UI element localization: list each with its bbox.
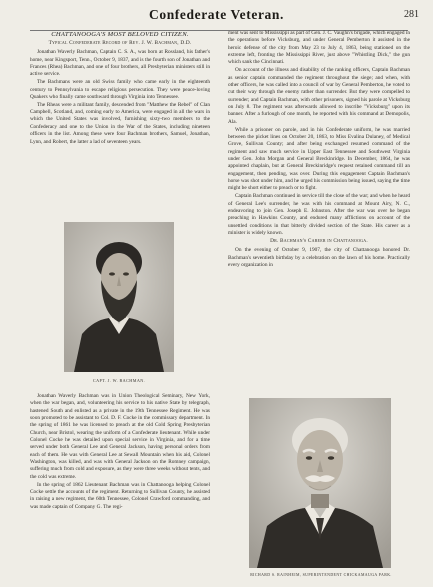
paragraph: Jonathan Waverly Bachman was in Union Theological Seminary, New York, when the war began, and, volunteering his service to his native State by telegraph, hastened South and enlisted as a private in the 19th Tennessee Regiment. He was soon promoted to be assistant to Col. D. F. Cocke in the commissary department. In the spring of 1861 he was licensed to preach at the old Cold Spring Presbyterian Church, near Bristol, wearing the uniform of a Confederate lieutenant. While under Colonel Cocke he was detailed upon special service in Virginia, and for a time served under both General Lee and General Jackson, having personal orders from each of them. He was with General Lee at Sewall Mountain when his aid, Colonel Washington, was killed, and was with General Jackson on the Romney campaign, suffering much from cold and exposure, as they were three weeks without tents, and the cold was extreme. (30, 393, 210, 480)
left-column (30, 30, 210, 146)
section-heading: Dr. Bachman's Career in Chattanooga. (270, 238, 368, 245)
left-column-continued (30, 393, 210, 512)
paragraph: While a prisoner on parole, and in his Confederate uniform, he was married between the picket lines on October 20, 1863, to Miss Evalina Dulaney, of Medical Grove, Sullivan County; and after being exchanged resumed command of the regiment and saw much service in Upper East Tennessee and Southwest Virginia under Gen. John Morgan and General Breckinridge. In December, 1864, he was appointed chaplain, but at General Breckinridge's request retained command till an engagement, then pending, was over. During this engagement Captain Bachman's horse was shot under him, and he urged his commission being issued, saying the time might be short either to preach or to fight. (228, 126, 410, 192)
paragraph: Jonathan Waverly Bachman, Captain C. S. A., was born at Rossland, his father's home, near Kingsport, Tenn., October 9, 1837, and is the fourth son of Jonathan and Frances (Rhea) Bachman, and one of four brothers, all Presbyterian ministers still in active service. (30, 49, 210, 78)
paragraph: On account of the illness and disability of the ranking officers, Captain Bachman as senior captain commanded the regiment throughout the siege; and when, with other officers, he was called into a council of war by General Pemberton, he voted to cut their way through the enemy rather than surrender. But they were compelled to surrender; and Captain Bachman, with other prisoners, signed his parole at Vicksburg on July 8. The regiment was afterwards allowed to inscribe "Vicksburg" upon its banner. After a furlough of one month, he reported with his command at Demopolis, Ala. (228, 67, 410, 125)
paragraph: In the spring of 1862 Lieutenant Bachman was in Chattanooga helping Colonel Cocke settle the accounts of the regiment. Returning to Sullivan County, he assisted in raising a new regiment, the 60th Tennessee, Colonel Crawford commanding, and was made captain of Company G. The regi- (30, 481, 210, 510)
paragraph: The Bachmans were an old Swiss family who came early in the eighteenth century to Pennsylvania to escape religious persecution. They were peace-loving Quakers who finally came southward through Virginia into Tennessee. (30, 79, 210, 100)
article-title: CHATTANOOGA'S MOST BELOVED CITIZEN. (51, 31, 189, 38)
portrait-superintendent (249, 398, 391, 568)
portrait-superintendent-illustration (249, 398, 391, 568)
page-number: 281 (404, 9, 419, 20)
portrait-captain-illustration (64, 222, 174, 372)
journal-title: Confederate Veteran. (149, 7, 284, 22)
right-column (228, 30, 410, 270)
portrait-captain-bachman (64, 222, 174, 372)
paragraph: Captain Bachman continued in service till the close of the war; and when he heard of General Lee's surrender, he was with his command at Mount Airy, N. C., endeavoring to join Gen. Joseph E. Johnston. After the war was over he began preaching in Hawkins County, and endured many afflictions on account of the unsettled conditions in that bitterly divided section of the State. His career as a minister is widely known. (228, 193, 410, 237)
paragraph: The Rheas were a militant family, descended from "Matthew the Rebel" of Clan Campbell, Scotland, and, coming early to America, were engaged in all the wars in which the United States was involved, furnishing sixty-two members to the Confederacy and one to the Union in the War of the States, including nineteen officers in the list. Among these were four Bachman brothers, Samuel, Jonathan, Lynn, and Robert, the latter a lad of seventeen years. (30, 101, 210, 145)
caption-captain: CAPT. J. W. BACHMAN. (92, 378, 146, 383)
article-subhead: Typical Confederate Record of Rev. J. W. Bachman, D.D. (48, 40, 192, 47)
paragraph: On the evening of October 9, 1907, the city of Chattanooga honored Dr. Bachman's seventieth birthday by a celebration on the lawn of his home. Practically every organization in (228, 247, 410, 268)
running-head (0, 7, 433, 25)
paragraph: ment was sent to Mississippi as part of Gen. J. C. Vaughn's brigade, which engaged in the operations before Vicksburg, and under General Pemberton it assisted in the heroic defense of the city from May 23 to July 4, 1863, being stationed on the extreme left, fronting the Mississippi River, just above "Whistling Dick," the gun which sank the Cincinnati. (228, 30, 410, 66)
caption-superintendent: RICHARD S. RAINHEIM, SUPERINTENDENT CHICKAMAUGA PARK. (250, 573, 392, 577)
